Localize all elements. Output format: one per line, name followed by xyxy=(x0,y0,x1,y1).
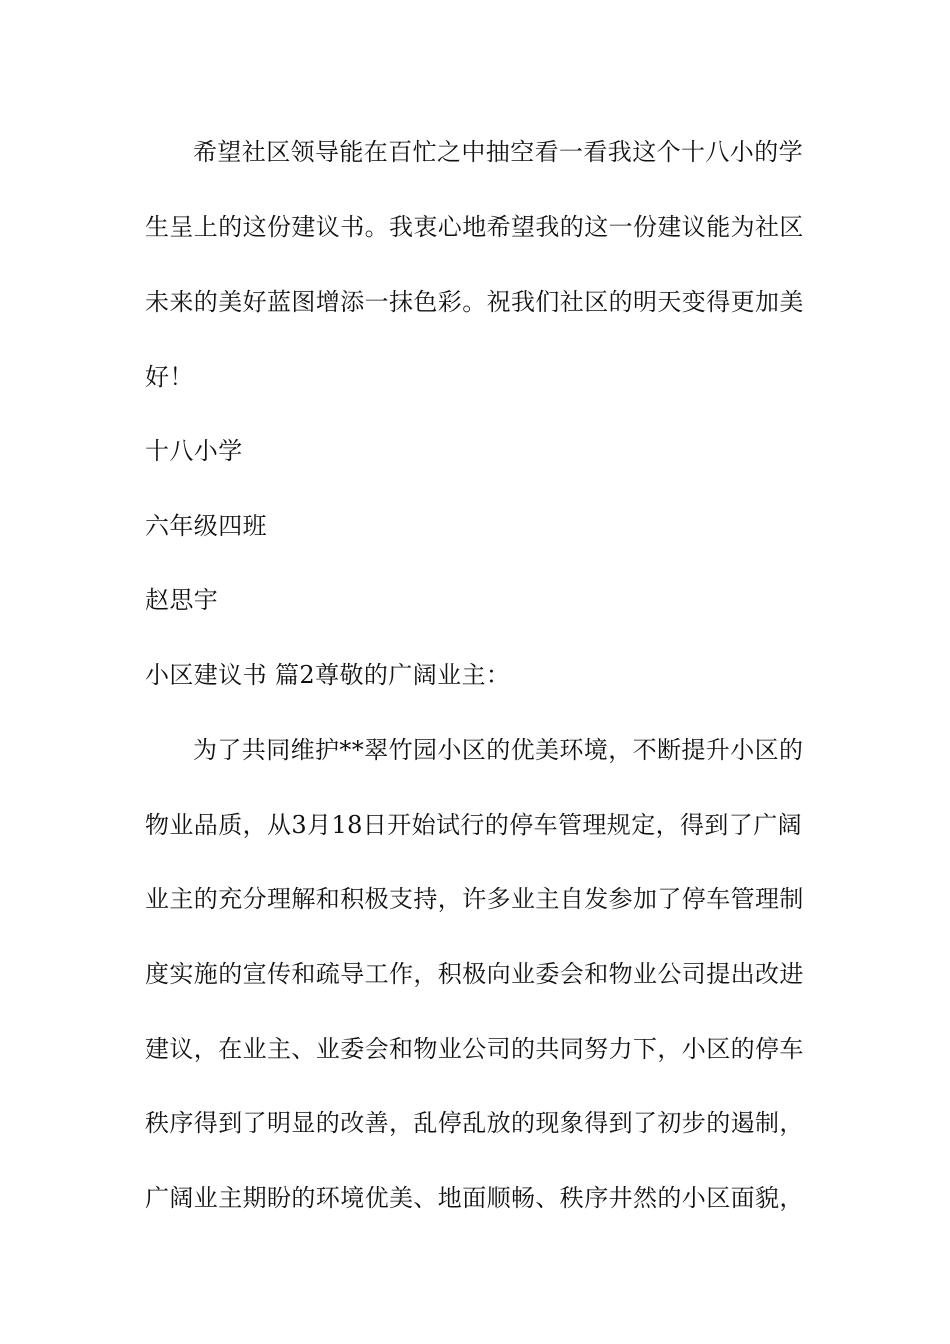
paragraph-line: 度实施的宣传和疏导工作，积极向业委会和物业公司提出改进 xyxy=(145,960,804,988)
signature-school: 十八小学 xyxy=(145,437,243,465)
paragraph-line: 好！ xyxy=(145,363,194,391)
paragraph-line: 广阔业主期盼的环境优美、地面顺畅、秩序井然的小区面貌， xyxy=(145,1184,804,1212)
paragraph-line: 生呈上的这份建议书。我衷心地希望我的这一份建议能为社区 xyxy=(145,213,804,241)
signature-name: 赵思宇 xyxy=(145,586,219,614)
signature-class: 六年级四班 xyxy=(145,512,267,540)
paragraph-line: 为了共同维护**翠竹园小区的优美环境，不断提升小区的 xyxy=(193,736,804,764)
paragraph-line: 建议，在业主、业委会和物业公司的共同努力下，小区的停车 xyxy=(145,1035,804,1063)
section-heading: 小区建议书 篇2尊敬的广阔业主： xyxy=(145,661,511,689)
paragraph-line: 物业品质，从3月18日开始试行的停车管理规定，得到了广阔 xyxy=(145,811,803,839)
paragraph-line: 秩序得到了明显的改善，乱停乱放的现象得到了初步的遏制， xyxy=(145,1109,804,1137)
paragraph-line: 业主的充分理解和积极支持，许多业主自发参加了停车管理制 xyxy=(145,885,804,913)
paragraph-line: 未来的美好蓝图增添一抹色彩。祝我们社区的明天变得更加美 xyxy=(145,288,804,316)
paragraph-line: 希望社区领导能在百忙之中抽空看一看我这个十八小的学 xyxy=(193,138,803,166)
